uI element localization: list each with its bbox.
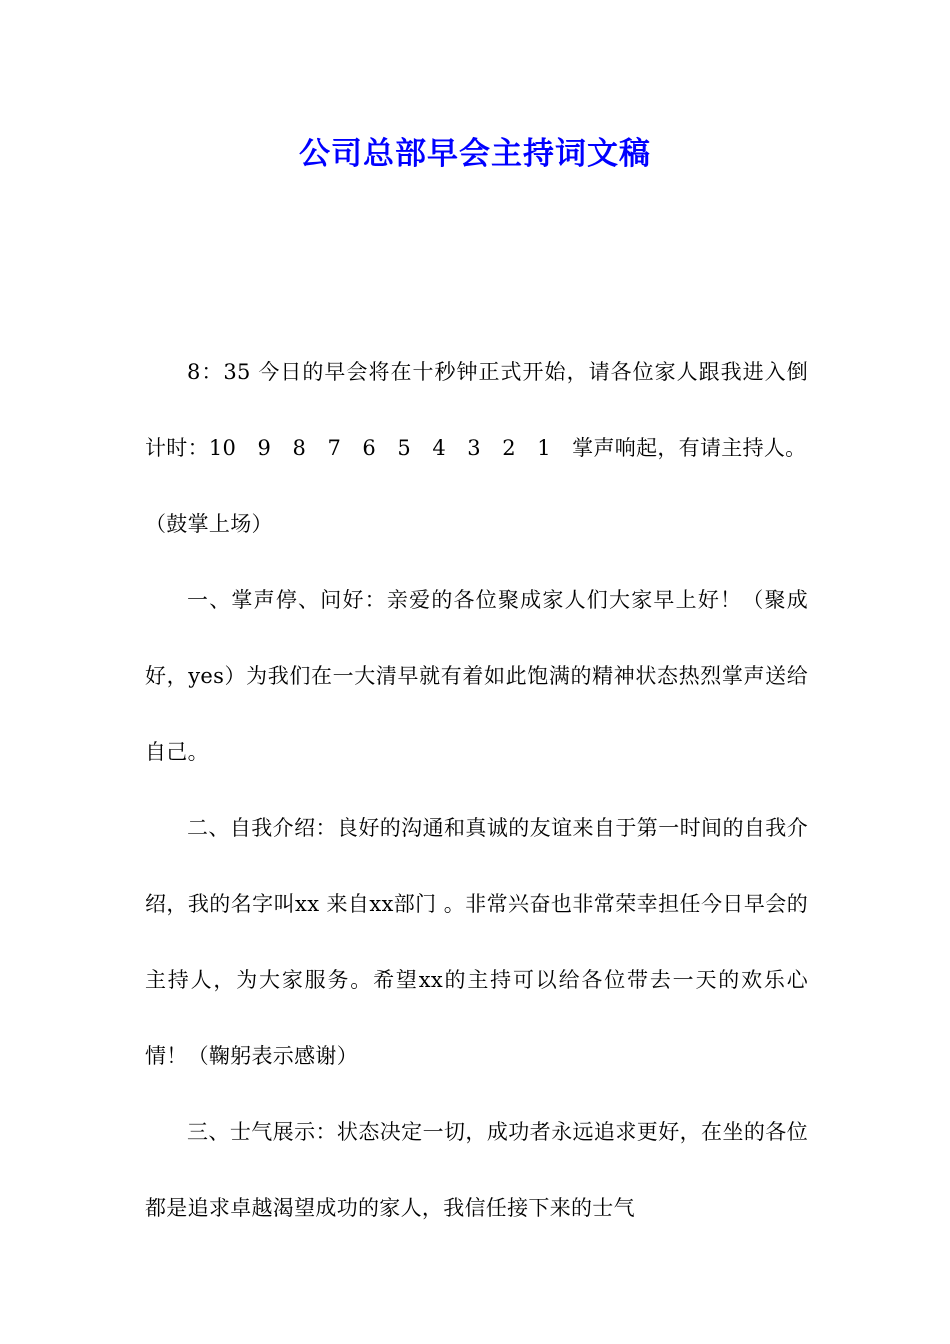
- paragraph-morale: 三、士气展示：状态决定一切，成功者永远追求更好，在坐的各位都是追求卓越渴望成功的家人，我信任接下来的士气: [145, 1120, 808, 1220]
- paragraph-self-intro: 二、自我介绍：良好的沟通和真诚的友谊来自于第一时间的自我介绍，我的名字叫xx 来自xx部门 。非常兴奋也非常荣幸担任今日早会的主持人，为大家服务。希望xx的主持可以给各位带去一天的欢乐心情！（鞠躬表示感谢）: [145, 816, 808, 1068]
- document-body: [145, 334, 808, 1246]
- paragraph-countdown: 8：35 今日的早会将在十秒钟正式开始，请各位家人跟我进入倒计时：10 9 8 7 6 5 4 3 2 1 掌声响起，有请主持人。: [145, 360, 808, 460]
- paragraph-stage-note: （鼓掌上场）: [145, 512, 273, 536]
- document-title: 公司总部早会主持词文稿: [299, 136, 651, 172]
- paragraph-greeting: 一、掌声停、问好：亲爱的各位聚成家人们大家早上好！（聚成好，yes）为我们在一大清早就有着如此饱满的精神状态热烈掌声送给自己。: [145, 588, 808, 764]
